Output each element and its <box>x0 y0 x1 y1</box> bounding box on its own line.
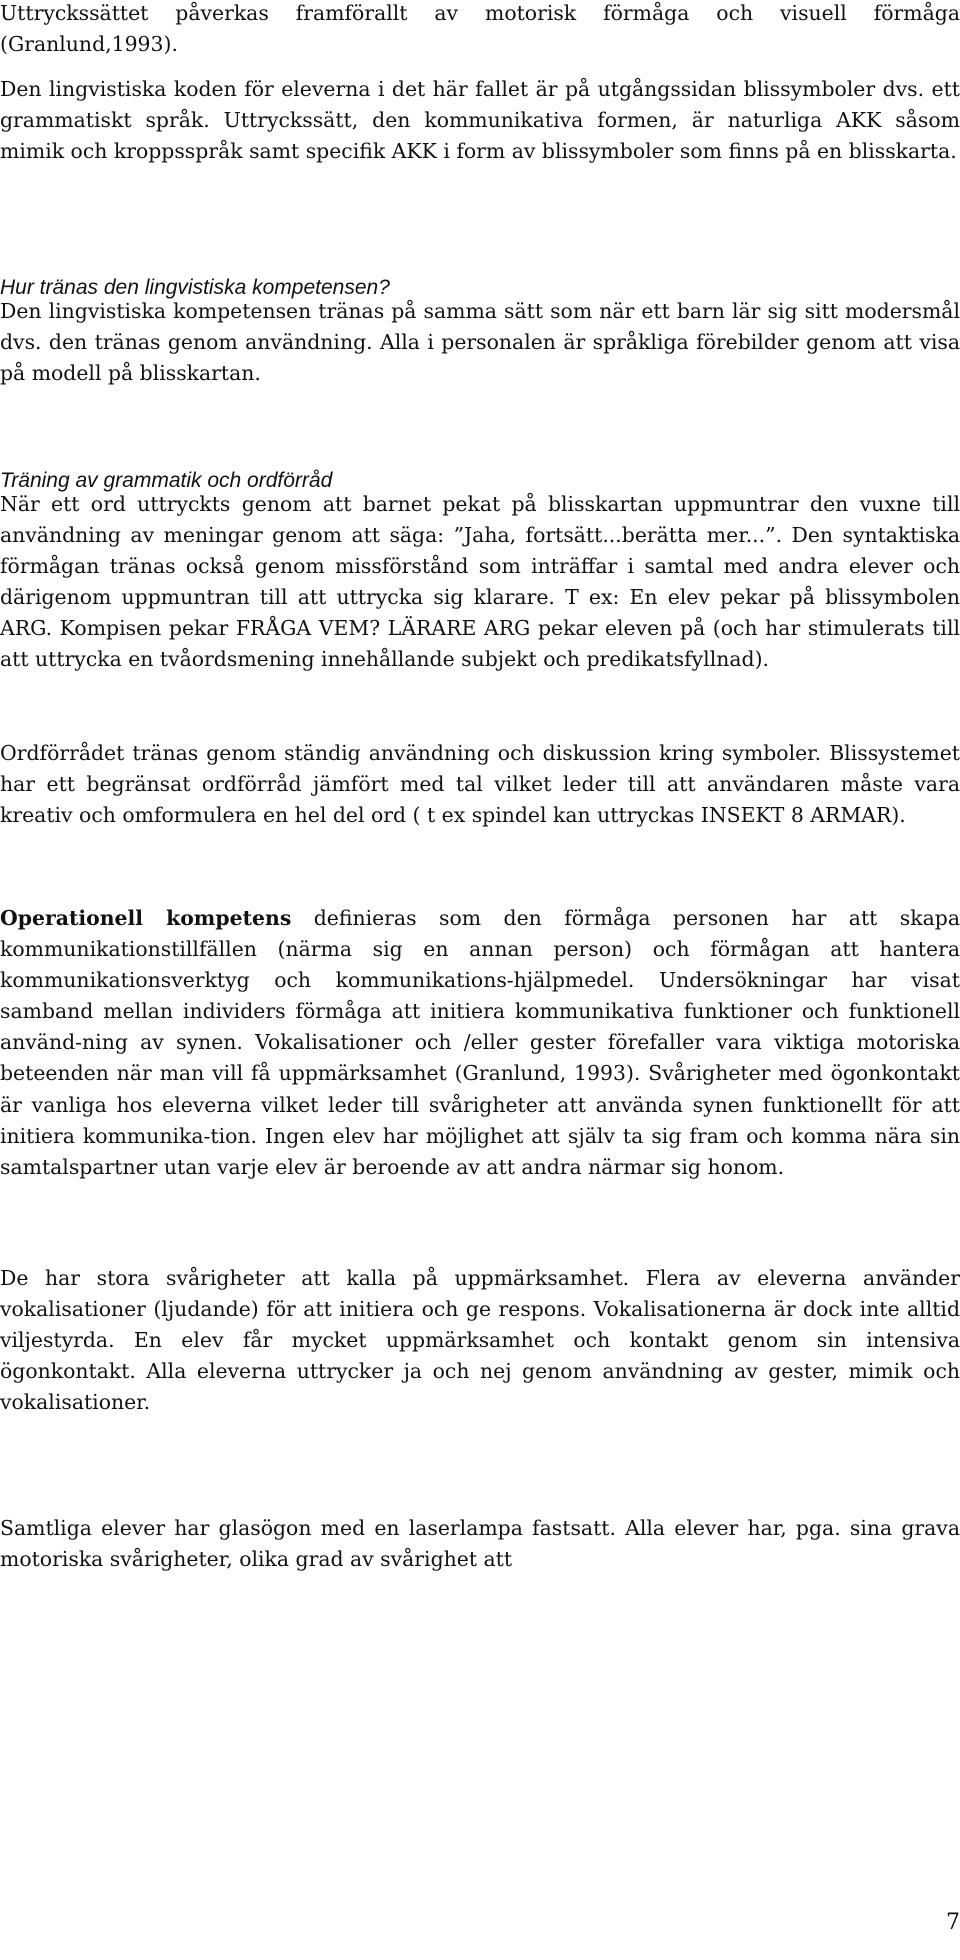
term-operational-competence: Operationell kompetens <box>0 906 292 930</box>
heading-grammar-vocabulary: Träning av grammatik och ordförråd <box>0 469 333 492</box>
page-number: 7 <box>946 1910 960 1935</box>
paragraph-grammar-training: När ett ord uttryckts genom att barnet pekat på blisskartan uppmuntrar den vuxne till användning av meningar genom att säga: ”Jaha, fortsätt...berätta mer...”. Den syntaktiska förmågan tränas också genom missförstånd som inträffar i samtal med andra elever och därigenom uppmuntran till att uttrycka sig klarare. T ex: En elev pekar på blissymbolen ARG. Kompisen pekar FRÅGA VEM? LÄRARE ARG pekar eleven på (och har stimulerats till att uttrycka en tvåordsmening innehållande subjekt och predikatsfyllnad). <box>0 492 960 672</box>
operational-competence-text: definieras som den förmåga personen har att skapa kommunikationstillfällen (närma sig en annan person) och förmågan att hantera kommunikationsverktyg och kommunikations-hjälpmedel. Undersökningar har visat samband mellan individers förmåga att initiera kommunikativa funktioner och funktionell använd-ning av synen. Vokalisationer och /eller gester förefaller vara viktiga motoriska beteenden när man vill få uppmärksamhet (Granlund, 1993). Svårigheter med ögonkontakt är vanliga hos eleverna vilket leder till svårigheter att använda synen funktionellt för att initiera kommunika-tion. Ingen elev har möjlighet att själv ta sig fram och komma nära sin samtalspartner utan varje elev är beroende av att andra närmar sig honom. <box>0 906 960 1179</box>
paragraph-operational-competence <box>0 903 960 1183</box>
paragraph-attention: De har stora svårigheter att kalla på uppmärksamhet. Flera av eleverna använder vokalisationer (ljudande) för att initiera och ge respons. Vokalisationerna är dock inte alltid viljestyrda. En elev får mycket uppmärksamhet och kontakt genom sin intensiva ögonkontakt. Alla eleverna uttrycker ja och nej genom användning av gester, mimik och vokalisationer. <box>0 1266 960 1415</box>
paragraph-linguistic-code: Den lingvistiska koden för eleverna i det här fallet är på utgångssidan blissymboler dvs. ett grammatiskt språk. Uttryckssätt, den kommunikativa formen, är naturliga AKK såsom mimik och kroppsspråk samt specifik AKK i form av blissymboler som finns på en blisskarta. <box>0 77 960 164</box>
paragraph-visual-ability: Uttryckssättet påverkas framförallt av motorisk förmåga och visuell förmåga (Granlund,1993). <box>0 1 960 57</box>
paragraph-glasses: Samtliga elever har glasögon med en laserlampa fastsatt. Alla elever har, pga. sina grava motoriska svårigheter, olika grad av svårighet att <box>0 1516 960 1572</box>
paragraph-linguistic-training: Den lingvistiska kompetensen tränas på samma sätt som när ett barn lär sig sitt modersmål dvs. den tränas genom användning. Alla i personalen är språkliga förebilder genom att visa på modell på blisskartan. <box>0 299 960 386</box>
heading-linguistic-training: Hur tränas den lingvistiska kompetensen? <box>0 276 390 299</box>
paragraph-vocabulary: Ordförrådet tränas genom ständig användning och diskussion kring symboler. Blissystemet har ett begränsat ordförråd jämfört med tal vilket leder till att användaren måste vara kreativ och omformulera en hel del ord ( t ex spindel kan uttryckas INSEKT 8 ARMAR). <box>0 741 960 828</box>
